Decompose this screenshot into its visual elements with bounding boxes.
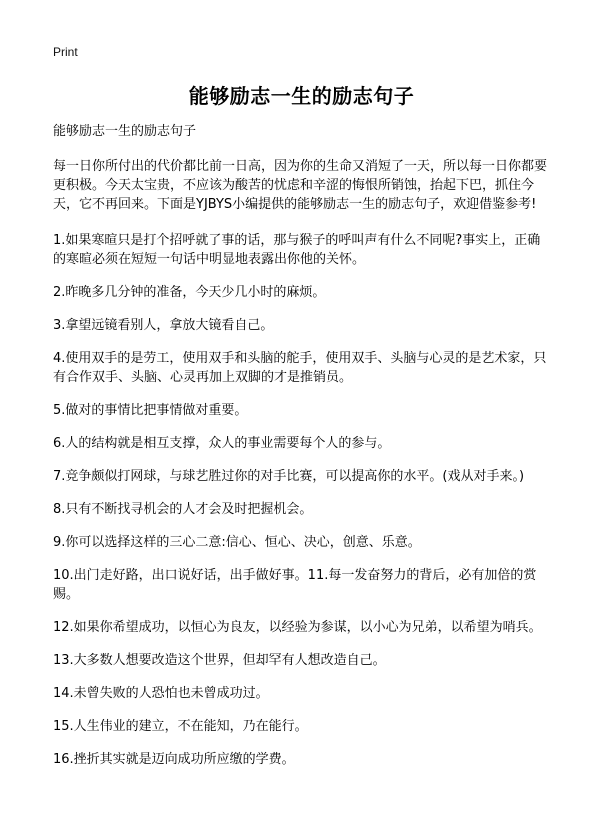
quote-item: 14.未曾失败的人恐怕也未曾成功过。 <box>53 686 269 701</box>
quote-list <box>53 231 550 769</box>
quote-item: 15.人生伟业的建立，不在能知，乃在能行。 <box>53 719 308 734</box>
quote-item: 6.人的结构就是相互支撑，众人的事业需要每个人的参与。 <box>53 436 391 451</box>
quote-item: 12.如果你希望成功，以恒心为良友，以经验为参谋，以小心为兄弟，以希望为哨兵。 <box>53 620 542 635</box>
quote-item: 10.出门走好路，出口说好话，出手做好事。11.每一发奋努力的背后，必有加倍的赏赐。 <box>53 568 537 602</box>
quote-item: 13.大多数人想要改造这个世界，但却罕有人想改造自己。 <box>53 653 386 668</box>
quote-item: 2.昨晚多几分钟的准备，今天少几小时的麻烦。 <box>53 285 326 300</box>
quote-item: 9.你可以选择这样的三心二意:信心、恒心、决心，创意、乐意。 <box>53 535 421 550</box>
quote-item: 16.挫折其实就是迈向成功所应缴的学费。 <box>53 752 295 767</box>
page-title: 能够励志一生的励志句子 <box>188 84 415 108</box>
quote-item: 7.竞争颇似打网球，与球艺胜过你的对手比赛，可以提高你的水平。(戏从对手来。) <box>53 469 525 484</box>
quote-item: 5.做对的事情比把事情做对重要。 <box>53 403 248 418</box>
document-subtitle: 能够励志一生的励志句子 <box>53 124 197 139</box>
quote-item: 1.如果寒暄只是打个招呼就了事的话，那与猴子的呼叫声有什么不同呢?事实上，正确的寒暄必须在短短一句话中明显地表露出你他的关怀。 <box>53 233 541 267</box>
quote-item: 8.只有不断找寻机会的人才会及时把握机会。 <box>53 502 313 517</box>
quote-item: 4.使用双手的是劳工，使用双手和头脑的舵手，使用双手、头脑与心灵的是艺术家，只有合作双手、头脑、心灵再加上双脚的才是推销员。 <box>53 351 547 385</box>
print-label: Print <box>53 45 78 59</box>
intro-paragraph: 每一日你所付出的代价都比前一日高，因为你的生命又消短了一天，所以每一日你都要更积极。今天太宝贵，不应该为酸苦的忧虑和辛涩的悔恨所销蚀，抬起下巴，抓住今天，它不再回来。下面是YJBYS小编提供的能够励志一生的励志句子，欢迎借鉴参考! <box>53 159 548 212</box>
quote-item: 3.拿望远镜看别人，拿放大镜看自己。 <box>53 318 274 333</box>
